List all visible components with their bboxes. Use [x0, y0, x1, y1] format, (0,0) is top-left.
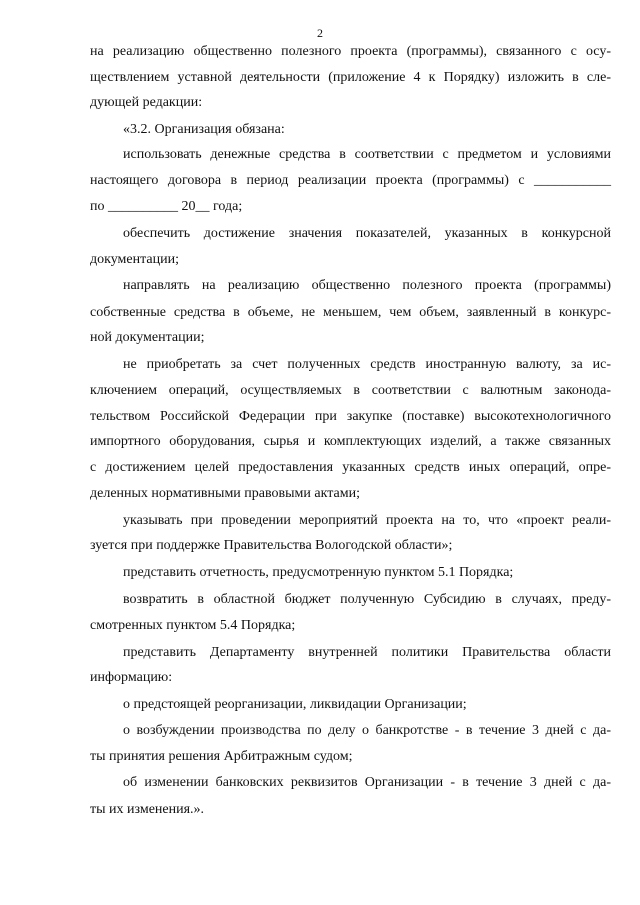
text-line: собственные средства в объеме, не меньшем, чем объем, заявленный в конкурс-	[90, 305, 611, 320]
text-line: о предстоящей реорганизации, ликвидации Организации;	[123, 697, 467, 712]
page-number: 2	[317, 26, 323, 40]
text-line: смотренных пунктом 5.4 Порядка;	[90, 618, 296, 633]
text-line: на реализацию общественно полезного проекта (программы), связанного с осу-	[90, 44, 611, 59]
text-line: направлять на реализацию общественно полезного проекта (программы)	[123, 278, 611, 293]
text-line: дующей редакции:	[90, 95, 203, 110]
text-line: с достижением целей предоставления указанных средств иных операций, опре-	[90, 460, 611, 475]
text-line: не приобретать за счет полученных средств иностранную валюту, за ис-	[123, 357, 611, 372]
text-line: возвратить в областной бюджет полученную Субсидию в случаях, преду-	[123, 592, 611, 607]
text-line: представить Департаменту внутренней политики Правительства области	[123, 645, 611, 660]
text-line: ной документации;	[90, 330, 205, 345]
text-line: настоящего договора в период реализации проекта (программы) с ___________	[90, 173, 611, 188]
text-line: об изменении банковских реквизитов Организации - в течение 3 дней с да-	[123, 775, 611, 790]
text-line: ты их изменения.».	[90, 802, 205, 817]
text-line: импортного оборудования, сырья и комплектующих изделий, а также связанных	[90, 434, 611, 449]
text-line: указывать при проведении мероприятий проекта на то, что «проект реали-	[123, 513, 611, 528]
text-line: по __________ 20__ года;	[90, 199, 243, 214]
text-line: деленных нормативными правовыми актами;	[90, 486, 360, 501]
text-line: ты принятия решения Арбитражным судом;	[90, 749, 353, 764]
text-line: ключением операций, осуществляемых в соответствии с валютным законода-	[90, 383, 611, 398]
text-line: обеспечить достижение значения показателей, указанных в конкурсной	[123, 226, 611, 241]
text-line: информацию:	[90, 670, 173, 685]
section-heading: «3.2. Организация обязана:	[123, 122, 285, 137]
text-line: использовать денежные средства в соответствии с предметом и условиями	[123, 147, 611, 162]
text-line: документации;	[90, 252, 179, 267]
text-line: представить отчетность, предусмотренную пунктом 5.1 Порядка;	[123, 565, 514, 580]
text-line: тельством Российской Федерации при закупке (поставке) высокотехнологичного	[90, 409, 611, 424]
text-line: о возбуждении производства по делу о банкротстве - в течение 3 дней с да-	[123, 723, 611, 738]
text-line: зуется при поддержке Правительства Вологодской области»;	[90, 538, 453, 553]
text-line: ществлением уставной деятельности (приложение 4 к Порядку) изложить в сле-	[90, 70, 611, 85]
